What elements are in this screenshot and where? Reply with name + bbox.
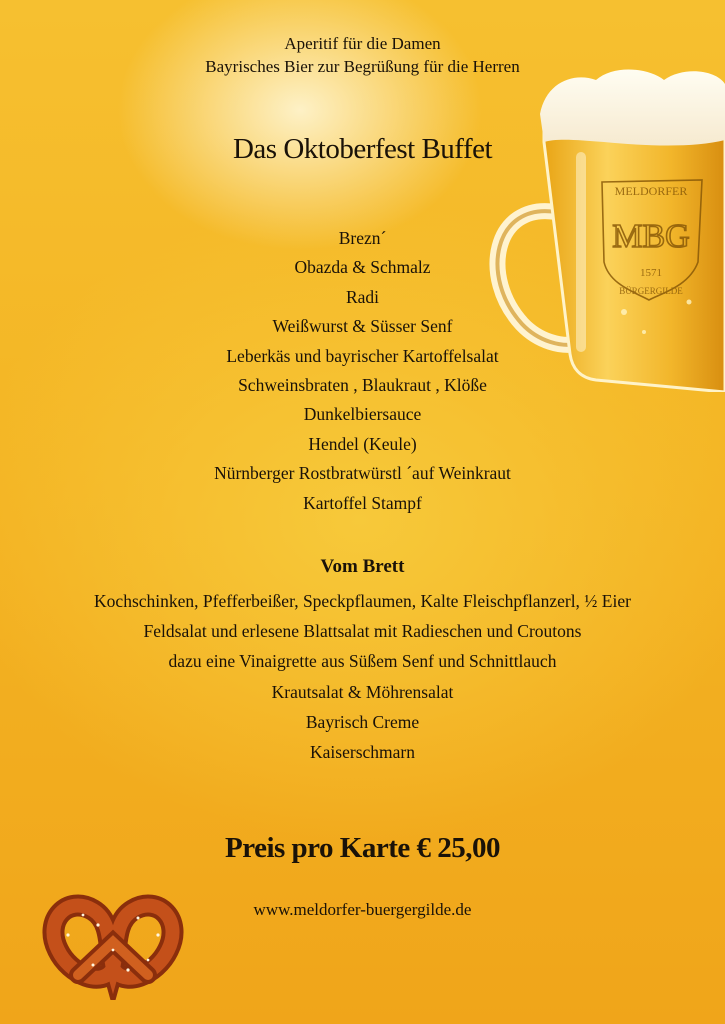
crest-monogram: MBG [612, 218, 690, 255]
menu-item: Schweinsbraten , Blaukraut , Klöße [238, 375, 487, 396]
crest-year: 1571 [640, 267, 662, 279]
menu-item: Dunkelbiersauce [303, 404, 422, 425]
brett-item: Bayrisch Creme [305, 711, 420, 732]
menu-item: Radi [345, 286, 380, 307]
menu-item: Nürnberger Rostbratwürstl ´auf Weinkraut [214, 463, 511, 484]
brett-item: Kochschinken, Pfefferbeißer, Speckpflaumen, Kalte Fleischpflanzerl, ½ Eier [94, 591, 631, 611]
menu-list [0, 224, 725, 518]
brett-item: Krautsalat & Möhrensalat [271, 681, 454, 702]
website-link[interactable]: www.meldorfer-buergergilde.de [253, 900, 472, 919]
crest-bottom-text: BÜRGERGILDE [619, 286, 683, 296]
brett-item: dazu eine Vinaigrette aus Süßem Senf und Schnittlauch [168, 651, 557, 672]
menu-item: Obazda & Schmalz [294, 257, 431, 278]
brett-heading: Vom Brett [320, 556, 405, 577]
menu-item: Weißwurst & Süsser Senf [272, 316, 453, 337]
menu-item: Kartoffel Stampf [303, 492, 422, 513]
menu-item: Brezn´ [338, 228, 387, 248]
page-title: Das Oktoberfest Buffet [232, 133, 493, 165]
intro-line-1: Aperitif für die Damen [284, 34, 441, 53]
mug-foam [540, 69, 725, 145]
brett-item: Feldsalat und erlesene Blattsalat mit Radieschen und Croutons [143, 621, 582, 642]
intro-line-2: Bayrisches Bier zur Begrüßung für die Herren [205, 57, 520, 76]
menu-item: Leberkäs und bayrischer Kartoffelsalat [226, 345, 499, 366]
price-text: Preis pro Karte € 25,00 [225, 832, 500, 864]
menu-item: Hendel (Keule) [308, 433, 417, 454]
pretzel-illustration [38, 880, 188, 1000]
brett-list [0, 586, 725, 767]
brett-item: Kaiserschmarn [310, 742, 415, 763]
crest-top-text: MELDORFER [614, 184, 688, 198]
